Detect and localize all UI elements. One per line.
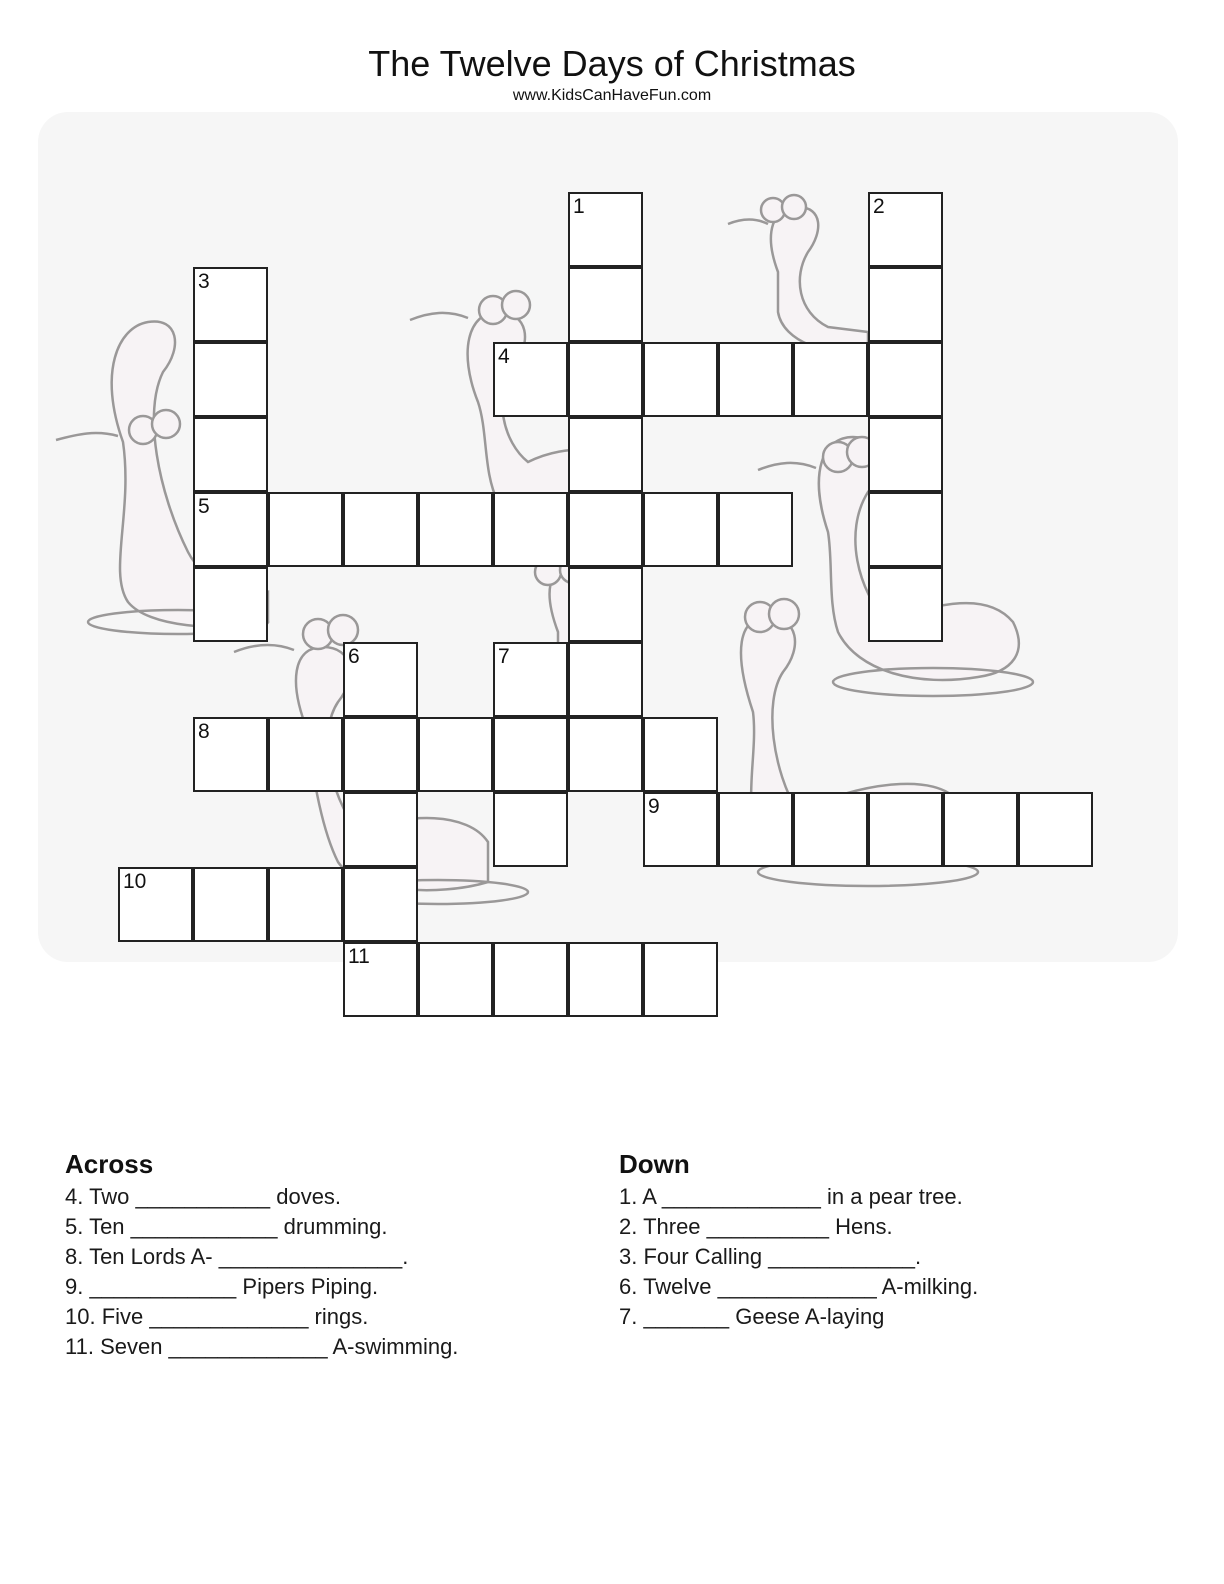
crossword-cell[interactable] — [718, 342, 793, 417]
clue-number: 8 — [198, 720, 210, 743]
crossword-cell[interactable] — [643, 942, 718, 1017]
crossword-cell[interactable] — [568, 192, 643, 267]
across-clue: 8. Ten Lords A- _______________. — [65, 1244, 409, 1269]
crossword-cell[interactable] — [868, 567, 943, 642]
across-clue: 11. Seven _____________ A-swimming. — [65, 1334, 459, 1359]
crossword-cell[interactable] — [868, 342, 943, 417]
crossword-cell[interactable] — [193, 267, 268, 342]
across-clues — [65, 1182, 458, 1362]
clue-number: 11 — [348, 945, 370, 968]
crossword-cell[interactable] — [418, 942, 493, 1017]
crossword-cell[interactable] — [193, 492, 268, 567]
crossword-cell[interactable] — [868, 267, 943, 342]
down-clue: 3. Four Calling ____________. — [619, 1244, 922, 1269]
crossword-cell[interactable] — [343, 792, 418, 867]
across-clue: 5. Ten ____________ drumming. — [65, 1214, 388, 1239]
clue-number: 2 — [873, 195, 885, 218]
down-clue: 6. Twelve _____________ A-milking. — [619, 1274, 979, 1299]
crossword-cell[interactable] — [643, 492, 718, 567]
crossword-cell[interactable] — [493, 342, 568, 417]
crossword-cell[interactable] — [268, 867, 343, 942]
crossword-cell[interactable] — [193, 567, 268, 642]
crossword-cell[interactable] — [418, 492, 493, 567]
crossword-cell[interactable] — [193, 342, 268, 417]
clue-number: 1 — [573, 195, 585, 218]
crossword-cell[interactable] — [943, 792, 1018, 867]
clue-number: 5 — [198, 495, 210, 518]
crossword-cell[interactable] — [793, 792, 868, 867]
crossword-cell[interactable] — [568, 492, 643, 567]
crossword-cell[interactable] — [568, 567, 643, 642]
crossword-cell[interactable] — [493, 942, 568, 1017]
crossword-cell[interactable] — [568, 717, 643, 792]
down-clues — [619, 1182, 978, 1332]
crossword-cell[interactable] — [268, 492, 343, 567]
crossword-cell[interactable] — [268, 717, 343, 792]
crossword-cell[interactable] — [643, 342, 718, 417]
across-clue: 9. ____________ Pipers Piping. — [65, 1274, 379, 1299]
crossword-cell[interactable] — [343, 492, 418, 567]
crossword-cell[interactable] — [193, 717, 268, 792]
crossword-cell[interactable] — [568, 942, 643, 1017]
crossword-cell[interactable] — [718, 792, 793, 867]
crossword-cell[interactable] — [793, 342, 868, 417]
crossword-cell[interactable] — [118, 867, 193, 942]
down-clue: 7. _______ Geese A-laying — [619, 1304, 885, 1329]
crossword-cell[interactable] — [493, 717, 568, 792]
crossword-cell[interactable] — [568, 267, 643, 342]
crossword-cell[interactable] — [493, 492, 568, 567]
crossword-cell[interactable] — [193, 417, 268, 492]
down-clue: 1. A _____________ in a pear tree. — [619, 1184, 963, 1209]
crossword-cell[interactable] — [193, 867, 268, 942]
across-clue: 10. Five _____________ rings. — [65, 1304, 369, 1329]
crossword-cell[interactable] — [343, 867, 418, 942]
crossword-cell[interactable] — [568, 342, 643, 417]
clue-number: 4 — [498, 345, 510, 368]
crossword-cell[interactable] — [493, 792, 568, 867]
clue-number: 10 — [123, 870, 147, 893]
crossword-cell[interactable] — [868, 192, 943, 267]
across-clue: 4. Two ___________ doves. — [65, 1184, 342, 1209]
crossword-cell[interactable] — [343, 942, 418, 1017]
crossword-cell[interactable] — [418, 717, 493, 792]
website-url: www.KidsCanHaveFun.com — [512, 87, 712, 104]
crossword-cell[interactable] — [1018, 792, 1093, 867]
crossword-cell[interactable] — [868, 417, 943, 492]
crossword-cell[interactable] — [868, 492, 943, 567]
page-title: The Twelve Days of Christmas — [368, 43, 856, 84]
clue-number: 3 — [198, 270, 210, 293]
crossword-cell[interactable] — [343, 717, 418, 792]
crossword-cell[interactable] — [643, 792, 718, 867]
crossword-cell[interactable] — [493, 642, 568, 717]
crossword-cell[interactable] — [343, 642, 418, 717]
crossword-cell[interactable] — [568, 417, 643, 492]
across-heading: Across — [65, 1149, 154, 1179]
clue-number: 7 — [498, 645, 510, 668]
crossword-cell[interactable] — [718, 492, 793, 567]
clue-number: 6 — [348, 645, 360, 668]
crossword-cell[interactable] — [868, 792, 943, 867]
down-heading: Down — [619, 1149, 690, 1179]
clue-number: 9 — [648, 795, 660, 818]
crossword-cell[interactable] — [643, 717, 718, 792]
down-clue: 2. Three __________ Hens. — [619, 1214, 893, 1239]
crossword-cell[interactable] — [568, 642, 643, 717]
